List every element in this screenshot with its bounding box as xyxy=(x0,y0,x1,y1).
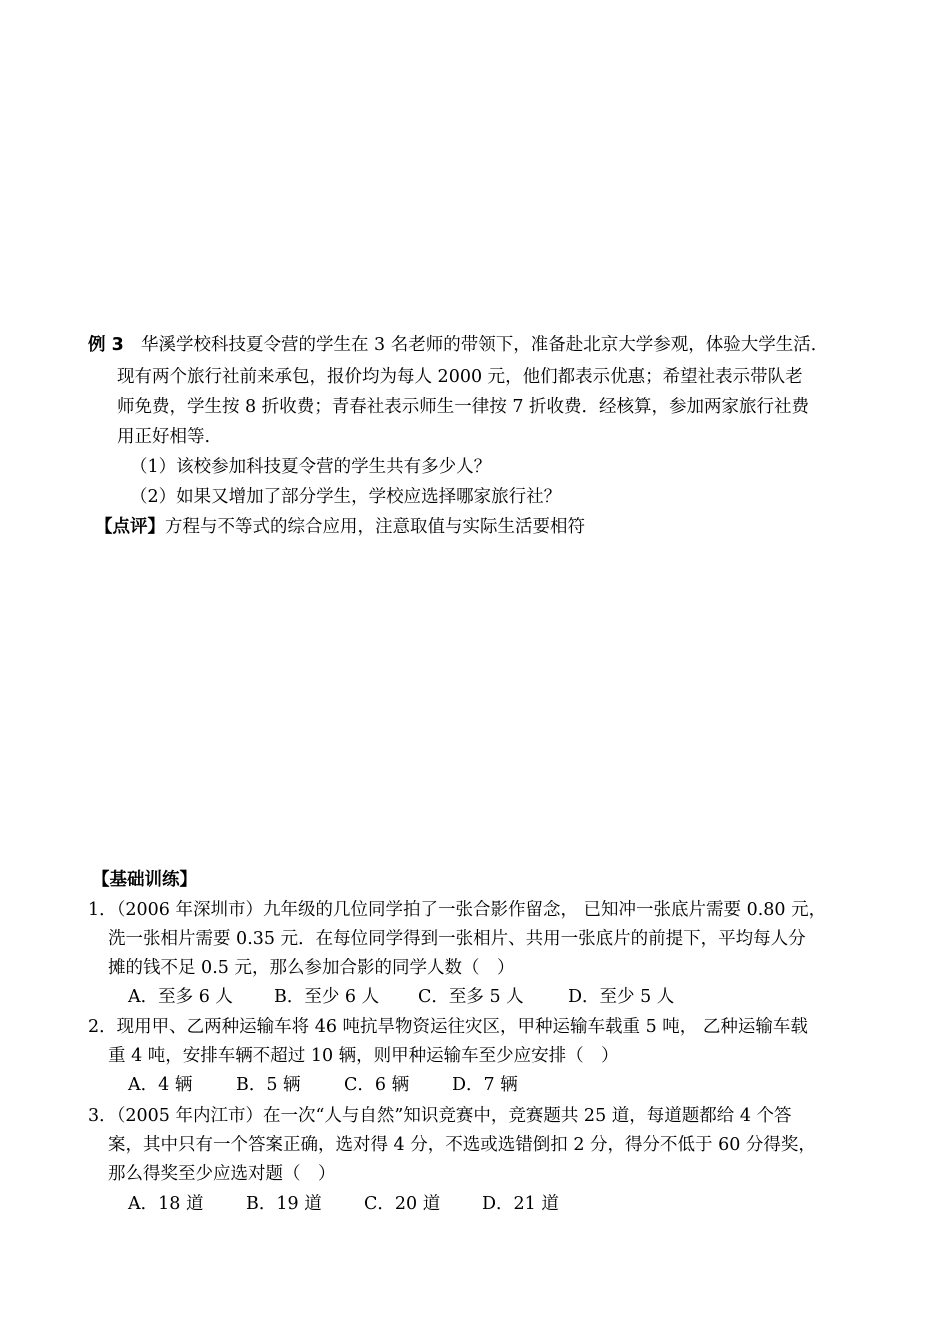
example-label: 例 3 xyxy=(88,335,124,355)
option-d: D．21 道 xyxy=(482,1194,559,1214)
example-question-2: （2）如果又增加了部分学生，学校应选择哪家旅行社？ xyxy=(130,487,562,507)
option-a: A．4 辆 xyxy=(128,1075,193,1095)
problem-3-line: 那么得奖至少应选对题（ ） xyxy=(108,1164,336,1184)
example-text-line: 用正好相等. xyxy=(117,427,211,447)
problem-1-line: 洗一张相片需要 0.35 元．在每位同学得到一张相片、共用一张底片的前提下，平均每人分 xyxy=(108,929,806,949)
training-heading: 【基础训练】 xyxy=(92,870,197,890)
option-b: B．5 辆 xyxy=(236,1075,301,1095)
problem-3-line: 案，其中只有一个答案正确，选对得 4 分，不选或选错倒扣 2 分，得分不低于 60 分得奖， xyxy=(108,1135,816,1155)
problem-1-line: 1．（2006 年深圳市）九年级的几位同学拍了一张合影作留念， 已知冲一张底片需要 0.80 元， xyxy=(88,900,827,920)
option-c: C．至多 5 人 xyxy=(418,987,524,1007)
option-b: B．至少 6 人 xyxy=(274,987,380,1007)
example-text-line: 华溪学校科技夏令营的学生在 3 名老师的带领下，准备赴北京大学参观，体验大学生活． xyxy=(141,335,829,355)
option-d: D．至少 5 人 xyxy=(568,987,675,1007)
problem-2-line: 重 4 吨，安排车辆不超过 10 辆，则甲种运输车至少应安排（ ） xyxy=(108,1046,619,1066)
option-a: A．至多 6 人 xyxy=(128,987,233,1007)
option-c: C．6 辆 xyxy=(344,1075,410,1095)
comment-text: 方程与不等式的综合应用，注意取值与实际生活要相符 xyxy=(165,517,585,537)
option-d: D．7 辆 xyxy=(452,1075,518,1095)
option-b: B．19 道 xyxy=(246,1194,322,1214)
comment xyxy=(95,515,585,539)
option-a: A．18 道 xyxy=(128,1194,204,1214)
problem-3-line: 3．（2005 年内江市）在一次“人与自然”知识竞赛中，竞赛题共 25 道，每道题都给 4 个答 xyxy=(88,1106,792,1126)
example-text-line: 现有两个旅行社前来承包，报价均为每人 2000 元，他们都表示优惠；希望社表示带队老 xyxy=(117,367,803,387)
problem-1-options xyxy=(128,985,674,1009)
problem-2-options xyxy=(128,1073,518,1097)
problem-1-line: 摊的钱不足 0.5 元，那么参加合影的同学人数（ ） xyxy=(108,958,515,978)
problem-2-line: 2．现用甲、乙两种运输车将 46 吨抗旱物资运往灾区，甲种运输车载重 5 吨， 乙种运输车载 xyxy=(88,1017,808,1037)
comment-label: 【点评】 xyxy=(95,517,165,537)
problem-3-options xyxy=(128,1192,559,1216)
example-question-1: （1）该校参加科技夏令营的学生共有多少人？ xyxy=(130,457,492,477)
option-c: C．20 道 xyxy=(364,1194,441,1214)
example-text-line: 师免费，学生按 8 折收费；青春社表示师生一律按 7 折收费．经核算，参加两家旅行社费 xyxy=(117,397,810,417)
